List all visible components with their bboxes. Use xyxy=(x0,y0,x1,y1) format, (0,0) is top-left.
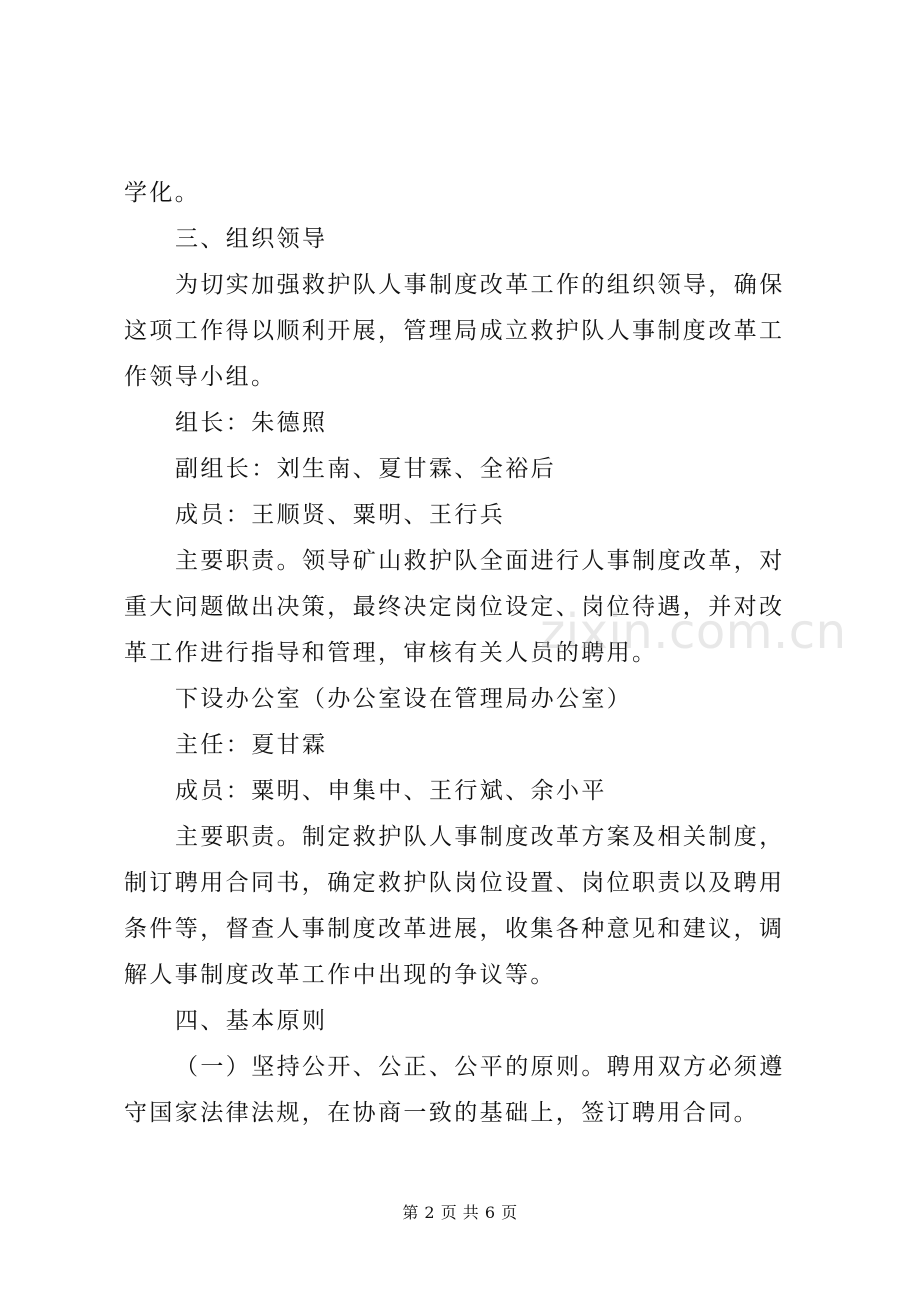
deputy-leader-line: 副组长：刘生南、夏甘霖、全裕后 xyxy=(175,456,556,482)
principle-one-paragraph: （一）坚持公开、公正、公平的原则。聘用双方必须遵守国家法律法规，在协商一致的基础上，签订聘用合同。 xyxy=(124,1054,785,1126)
paragraph-organization-intro: 为切实加强救护队人事制度改革工作的组织领导，确保这项工作得以顺利开展，管理局成立救护队人事制度改革工作领导小组。 xyxy=(124,272,785,390)
team-leader-line: 组长：朱德照 xyxy=(175,410,328,436)
office-members-line: 成员：粟明、申集中、王行斌、余小平 xyxy=(175,778,607,804)
paragraph-continuation: 学化。 xyxy=(124,180,201,206)
section-heading-principles: 四、基本原则 xyxy=(175,1008,328,1034)
watermark-text: zixin.com.cn xyxy=(540,604,847,660)
members-line: 成员：王顺贤、粟明、王行兵 xyxy=(175,502,506,528)
document-body xyxy=(124,170,804,1136)
office-director-line: 主任：夏甘霖 xyxy=(175,732,328,758)
office-duties-paragraph: 主要职责。制定救护队人事制度改革方案及相关制度，制订聘用合同书，确定救护队岗位设置、岗位职责以及聘用条件等，督查人事制度改革进展，收集各种意见和建议，调解人事制度改革工作中出现的争议等。 xyxy=(124,824,785,988)
page-footer: 第 2 页 共 6 页 xyxy=(402,1203,518,1222)
office-line: 下设办公室（办公室设在管理局办公室） xyxy=(175,686,633,712)
section-heading-organization: 三、组织领导 xyxy=(175,226,328,252)
leadership-duties-paragraph: 主要职责。领导矿山救护队全面进行人事制度改革，对重大问题做出决策，最终决定岗位设定、岗位待遇，并对改革工作进行指导和管理，审核有关人员的聘用。 xyxy=(124,548,785,666)
